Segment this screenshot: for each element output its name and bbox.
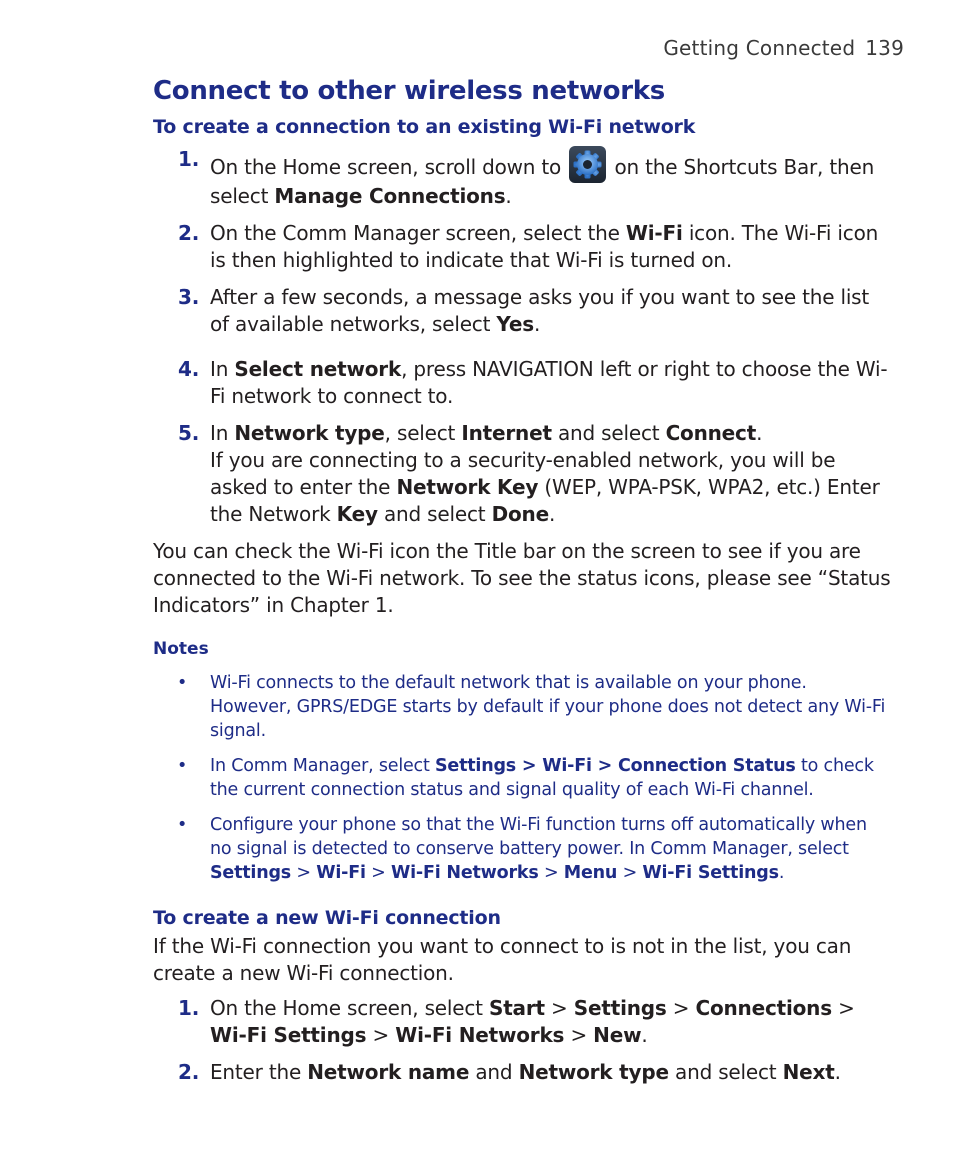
step-text: In <box>210 357 229 381</box>
step-text: icon. The Wi-Fi icon is then highlighted to indicate that Wi-Fi is turned on. <box>210 221 879 272</box>
step-text: . <box>641 1023 648 1047</box>
step-text: After a few seconds, a message asks you if you want to see the list of available networks, select <box>210 285 870 336</box>
step-text: . <box>834 1060 841 1084</box>
separator: > <box>372 1023 390 1047</box>
running-header <box>663 36 904 60</box>
step-item <box>153 220 893 274</box>
step-text: In <box>210 421 229 445</box>
step-item <box>153 284 893 338</box>
step-number: 5. <box>178 421 200 445</box>
separator: > <box>543 863 559 883</box>
step-number: 2. <box>178 1060 200 1084</box>
ui-term: Settings <box>210 863 292 883</box>
ui-term: Settings > Wi-Fi > Connection Status <box>435 756 796 776</box>
step-text: and <box>475 1060 513 1084</box>
page-number: 139 <box>865 36 904 60</box>
bullet: • <box>177 756 188 776</box>
body-paragraph: You can check the Wi-Fi icon the Title bar on the screen to see if you are connected to the Wi-Fi network. To see the status icons, please see “Status Indicators” in Chapter 1. <box>153 539 891 617</box>
ui-term: Done <box>491 502 549 526</box>
step-number: 1. <box>178 147 200 171</box>
step-text: (WEP, WPA-PSK, WPA2, etc.) Enter the Network <box>210 475 880 526</box>
page-content <box>153 76 893 1096</box>
step-item <box>153 995 893 1049</box>
settings-gear-icon <box>569 146 606 183</box>
separator: > <box>672 996 690 1020</box>
notes-heading: Notes <box>153 639 209 659</box>
step-text: Enter the <box>210 1060 302 1084</box>
separator: > <box>838 996 855 1020</box>
separator: > <box>371 863 386 883</box>
step-text: and select <box>675 1060 777 1084</box>
note-text: to check the current connection status and signal quality of each Wi-Fi channel. <box>210 756 874 800</box>
ui-term: Wi-Fi <box>316 863 366 883</box>
ui-term: Internet <box>461 421 552 445</box>
note-text: . <box>778 863 785 883</box>
ui-term: Yes <box>496 312 534 336</box>
step-number: 1. <box>178 996 200 1020</box>
page-title: Connect to other wireless networks <box>153 76 665 106</box>
step-item <box>153 1059 893 1086</box>
separator: > <box>570 1023 587 1047</box>
ui-term: Connect <box>665 421 757 445</box>
ui-term: Menu <box>563 863 618 883</box>
step-text: , select <box>384 421 456 445</box>
steps-list-new <box>153 995 893 1086</box>
separator: > <box>622 863 638 883</box>
section-heading-existing-wifi: To create a connection to an existing Wi-Fi network <box>153 116 696 138</box>
header-section-title: Getting Connected <box>663 36 856 60</box>
ui-term: Key <box>336 502 378 526</box>
step-text: , press NAVIGATION left or right to choose the Wi-Fi network to connect to. <box>210 357 888 408</box>
ui-term: Network type <box>518 1060 669 1084</box>
step-item <box>153 146 893 210</box>
ui-term: Wi-Fi Settings <box>210 1023 367 1047</box>
step-text: . <box>548 502 556 526</box>
step-text: . <box>533 312 541 336</box>
bullet: • <box>177 673 188 693</box>
body-paragraph: If the Wi-Fi connection you want to connect to is not in the list, you can create a new Wi-Fi connection. <box>153 934 852 985</box>
steps-list-existing <box>153 146 893 528</box>
separator: > <box>551 996 568 1020</box>
ui-term: Next <box>782 1060 835 1084</box>
section-heading-new-wifi: To create a new Wi-Fi connection <box>153 907 501 929</box>
notes-list <box>153 671 893 885</box>
step-text: On the Comm Manager screen, select the <box>210 221 620 245</box>
step-text: and select <box>557 421 660 445</box>
step-item <box>153 420 893 528</box>
ui-term: Settings <box>573 996 667 1020</box>
ui-term: Manage Connections <box>274 184 506 208</box>
note-text: In Comm Manager, select <box>210 756 430 776</box>
step-number: 3. <box>178 285 200 309</box>
step-text: and select <box>384 502 486 526</box>
step-text: On the Home screen, select <box>210 996 483 1020</box>
ui-term: Network type <box>234 421 385 445</box>
step-number: 4. <box>178 357 200 381</box>
step-item <box>153 356 893 410</box>
step-text: . <box>756 421 763 445</box>
note-item <box>153 671 893 743</box>
ui-term: Connections <box>695 996 832 1020</box>
ui-term: New <box>593 1023 642 1047</box>
ui-term: Wi-Fi Settings <box>642 863 779 883</box>
separator: > <box>296 863 311 883</box>
ui-term: Start <box>488 996 545 1020</box>
ui-term: Select network <box>234 357 402 381</box>
note-text: Wi-Fi connects to the default network that is available on your phone. However, GPRS/EDGE starts by default if your phone does not detect any Wi-Fi signal. <box>210 673 886 741</box>
step-text: If you are connecting to a security-enabled network, you will be asked to enter the <box>210 448 836 499</box>
step-text: . <box>505 184 512 208</box>
step-text: On the Home screen, scroll down to <box>210 155 562 179</box>
ui-term: Network name <box>307 1060 470 1084</box>
note-text: Configure your phone so that the Wi-Fi function turns off automatically when no signal is detected to conserve battery power. In Comm Manager, select <box>210 815 867 859</box>
note-item <box>153 813 893 885</box>
ui-term: Network Key <box>396 475 539 499</box>
ui-term: Wi-Fi <box>625 221 683 245</box>
note-item <box>153 754 893 802</box>
step-text: on the Shortcuts Bar, then select <box>210 155 875 208</box>
ui-term: Wi-Fi Networks <box>395 1023 565 1047</box>
step-number: 2. <box>178 221 200 245</box>
bullet: • <box>177 815 188 835</box>
ui-term: Wi-Fi Networks <box>390 863 539 883</box>
